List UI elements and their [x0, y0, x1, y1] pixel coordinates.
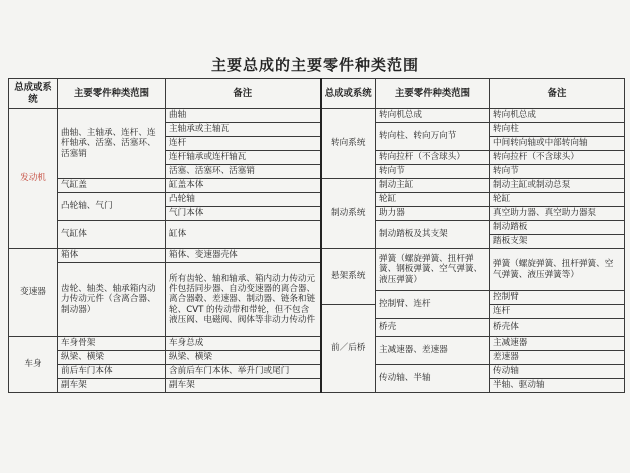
table-row	[9, 337, 625, 351]
suspension-remark-2b: 连杆	[490, 305, 625, 319]
table-row	[9, 365, 625, 379]
body-part-4: 副车架	[58, 379, 166, 393]
engine-g2-remark: 缸盖本体	[166, 179, 321, 193]
axle-remark-1: 桥壳体	[490, 319, 625, 337]
table-row	[9, 249, 625, 263]
table-row	[9, 179, 625, 193]
brake-remark-2: 轮缸	[490, 193, 625, 207]
axle-part-2: 主减速器、差速器	[376, 337, 490, 365]
brake-part-2: 轮缸	[376, 193, 490, 207]
table-row	[9, 221, 625, 235]
trans-g2-parts: 齿轮、轴类、轴承箱内动力传动元件（含离合器、制动器）	[58, 263, 166, 337]
steering-remark-2b: 中间转向轴或中部转向轴	[490, 137, 625, 151]
steering-part-4: 转向节	[376, 165, 490, 179]
axle-part-3: 传动轴、半轴	[376, 365, 490, 393]
suspension-remark-1: 弹簧（螺旋弹簧、扭杆弹簧、空气弹簧、液压弹簧等）	[490, 249, 625, 291]
axle-remark-2a: 主减速器	[490, 337, 625, 351]
system-suspension: 悬架系统	[321, 249, 376, 305]
suspension-remark-2a: 控制臂	[490, 291, 625, 305]
system-transmission: 变速器	[9, 249, 58, 337]
engine-g1-remark-1: 曲轴	[166, 109, 321, 123]
brake-remark-1: 制动主缸或制动总泵	[490, 179, 625, 193]
steering-remark-4: 转向节	[490, 165, 625, 179]
brake-remark-4a: 制动踏板	[490, 221, 625, 235]
table-header-row	[9, 79, 625, 109]
brake-remark-3: 真空助力器、真空助力器泵	[490, 207, 625, 221]
header-remarks-left: 备注	[166, 79, 321, 109]
header-remarks-right: 备注	[490, 79, 625, 109]
header-system-left: 总成或系统	[9, 79, 58, 109]
body-remark-4: 副车架	[166, 379, 321, 393]
header-parts-right: 主要零件种类范围	[376, 79, 490, 109]
brake-remark-4b: 踏板支架	[490, 235, 625, 249]
trans-g2-remark: 所有齿轮、轴和轴承、箱内动力传动元件包括同步器、自动变速器的离合器、离合器毂、差速器、制动器、链条和链轮、CVT 的传动带和带轮，但不包含液压阀、电磁阀、阀体等非动力传动件	[166, 263, 321, 337]
steering-part-1: 转向机总成	[376, 109, 490, 123]
steering-part-2: 转向柱、转向万向节	[376, 123, 490, 151]
header-system-right: 总成或系统	[321, 79, 376, 109]
body-remark-1: 车身总成	[166, 337, 321, 351]
suspension-part-2: 控制臂、连杆	[376, 291, 490, 319]
engine-g4-parts: 气缸体	[58, 221, 166, 249]
table-row	[9, 193, 625, 207]
axle-remark-3b: 半轴、驱动轴	[490, 379, 625, 393]
system-brake: 制动系统	[321, 179, 376, 249]
body-part-1: 车身骨架	[58, 337, 166, 351]
engine-g3-remark-1: 凸轮轴	[166, 193, 321, 207]
suspension-part-1: 弹簧（螺旋弹簧、扭杆弹簧、钢板弹簧、空气弹簧、液压弹簧）	[376, 249, 490, 291]
engine-g3-remark-2: 气门本体	[166, 207, 321, 221]
brake-part-1: 制动主缸	[376, 179, 490, 193]
steering-remark-1: 转向机总成	[490, 109, 625, 123]
axle-part-1: 桥壳	[376, 319, 490, 337]
axle-remark-3a: 传动轴	[490, 365, 625, 379]
engine-g1-remark-5: 活塞、活塞环、活塞销	[166, 165, 321, 179]
body-remark-2: 纵梁、横梁	[166, 351, 321, 365]
body-part-2: 纵梁、横梁	[58, 351, 166, 365]
steering-part-3: 转向拉杆（不含球头）	[376, 151, 490, 165]
system-engine: 发动机	[9, 109, 58, 249]
system-axle: 前／后桥	[321, 305, 376, 393]
engine-g1-remark-3: 连杆	[166, 137, 321, 151]
engine-g1-remark-4: 连杆轴承或连杆轴瓦	[166, 151, 321, 165]
table-row	[9, 351, 625, 365]
engine-g3-parts: 凸轮轴、气门	[58, 193, 166, 221]
body-part-3: 前后车门本体	[58, 365, 166, 379]
brake-part-3: 助力器	[376, 207, 490, 221]
steering-remark-2a: 转向柱	[490, 123, 625, 137]
brake-part-4: 制动踏板及其支架	[376, 221, 490, 249]
engine-g1-parts: 曲轴、主轴承、连杆、连杆轴承、活塞、活塞环、活塞销	[58, 109, 166, 179]
engine-g4-remark: 缸体	[166, 221, 321, 249]
engine-g1-remark-2: 主轴承或主轴瓦	[166, 123, 321, 137]
trans-g1-parts: 箱体	[58, 249, 166, 263]
header-parts-left: 主要零件种类范围	[58, 79, 166, 109]
steering-remark-3: 转向拉杆（不含球头）	[490, 151, 625, 165]
trans-g1-remark: 箱体、变速器壳体	[166, 249, 321, 263]
table-row	[9, 109, 625, 123]
system-body: 车身	[9, 337, 58, 393]
page-title: 主要总成的主要零件种类范围	[210, 56, 419, 74]
body-remark-3: 含前后车门本体、举升门或尾门	[166, 365, 321, 379]
parts-table	[8, 78, 625, 393]
system-steering: 转向系统	[321, 109, 376, 179]
engine-g2-parts: 气缸盖	[58, 179, 166, 193]
axle-remark-2b: 差速器	[490, 351, 625, 365]
table-row	[9, 379, 625, 393]
